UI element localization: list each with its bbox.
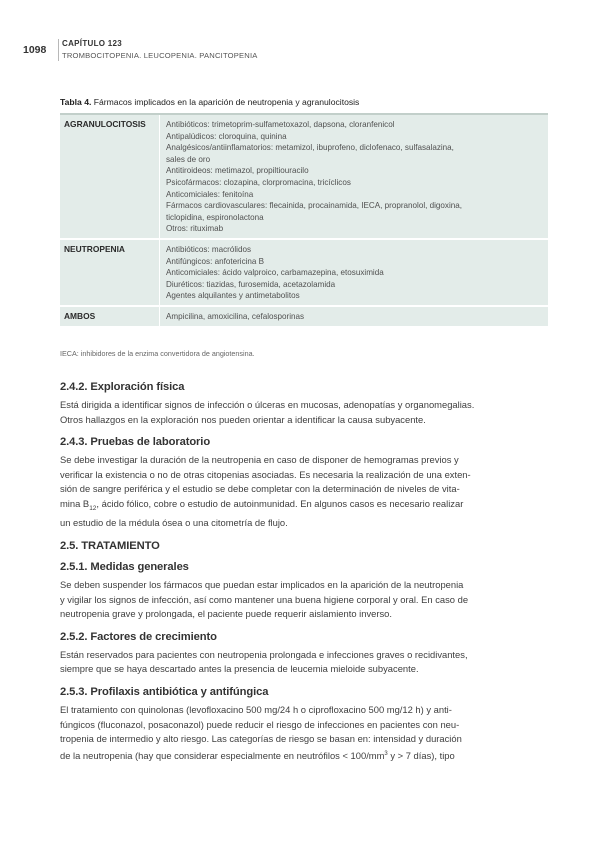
text-line: Está dirigida a identificar signos de infección o úlceras en mucosas, adenopatías y organomegalias. bbox=[60, 399, 475, 410]
subscript: 12 bbox=[89, 504, 97, 512]
drug-table bbox=[60, 113, 548, 328]
row-cell-ambos bbox=[160, 307, 548, 326]
text-line: Se debe investigar la duración de la neutropenia en caso de disponer de hemogramas previos y bbox=[60, 454, 459, 466]
text-fragment: de la neutropenia (hay que considerar especialmente en neutrófilos < 100/mm bbox=[60, 749, 385, 761]
table-row bbox=[60, 113, 548, 240]
row-cell-agranulocitosis bbox=[160, 115, 548, 238]
table-line: Agentes alquilantes y antimetabolitos bbox=[166, 291, 300, 301]
paragraph-profilaxis bbox=[60, 703, 548, 764]
text-fragment: y > 7 días), tipo bbox=[387, 749, 455, 761]
text-line: verificar la existencia o no de otras citopenias asociadas. Es necesaria la realización de una exten- bbox=[60, 468, 471, 480]
paragraph-laboratorio bbox=[60, 453, 548, 531]
text-fragment: mina B bbox=[60, 497, 90, 509]
text-line: Otros hallazgos en la exploración nos pueden orientar a identificar la causa subyacente. bbox=[60, 413, 426, 425]
text-line: fúngicos (fluconazol, posaconazol) puede reducir el riesgo de infecciones en pacientes con neu- bbox=[60, 718, 460, 730]
text-line: siempre que se haya descartado antes la presencia de leucemia mieloide subyacente. bbox=[60, 663, 419, 675]
section-title-medidas: 2.5.1. Medidas generales bbox=[60, 561, 189, 574]
text-line bbox=[60, 747, 548, 764]
paragraph-medidas bbox=[60, 578, 548, 622]
text-line: Se deben suspender los fármacos que puedan estar implicados en la aparición de la neutropenia bbox=[60, 579, 464, 591]
table-line: Antibióticos: trimetoprim-sulfametoxazol, dapsona, cloranfenicol bbox=[166, 120, 395, 129]
table-caption bbox=[60, 97, 359, 107]
table-caption-label: Tabla 4. bbox=[60, 97, 92, 107]
text-line: y vigilar los signos de infección, así como mantener una buena higiene corporal y oral. En caso de bbox=[60, 593, 469, 605]
table-line: Fármacos cardiovasculares: flecainida, procainamida, IECA, propranolol, digoxina, bbox=[166, 201, 463, 211]
section-title-factores: 2.5.2. Factores de crecimiento bbox=[60, 630, 217, 643]
table-line: Anticomiciales: fenitoína bbox=[166, 189, 254, 199]
table-row bbox=[60, 307, 548, 328]
text-line: un estudio de la médula ósea o una citometría de flujo. bbox=[60, 517, 288, 529]
section-title-exploracion: 2.4.2. Exploración física bbox=[60, 381, 185, 393]
text-line: neutropenia grave y prolongada, el paciente puede requerir aislamiento inverso. bbox=[60, 608, 392, 620]
section-title-profilaxis: 2.5.3. Profilaxis antibiótica y antifúngica bbox=[60, 686, 269, 698]
table-line: Antibióticos: macrólidos bbox=[166, 244, 252, 254]
chapter-label: CAPÍTULO 123 bbox=[62, 39, 123, 48]
text-line: Están reservados para pacientes con neutropenia prolongada e infecciones graves o recidivantes, bbox=[60, 648, 468, 660]
section-title-laboratorio: 2.4.3. Pruebas de laboratorio bbox=[60, 436, 211, 449]
section-title-tratamiento: 2.5. TRATAMIENTO bbox=[60, 540, 160, 553]
paragraph-factores bbox=[60, 648, 548, 677]
table-footnote: IECA: inhibidores de la enzima convertidora de angiotensina. bbox=[60, 349, 255, 358]
table-row bbox=[60, 240, 548, 307]
table-line: sales de oro bbox=[166, 154, 211, 164]
table-line: Antifúngicos: anfotericina B bbox=[166, 256, 265, 266]
text-line bbox=[60, 497, 548, 516]
text-line: El tratamiento con quinolonas (levofloxacino 500 mg/24 h o ciprofloxacino 500 mg/12 h) y anti- bbox=[60, 704, 452, 715]
table-caption-text: Fármacos implicados en la aparición de neutropenia y agranulocitosis bbox=[91, 97, 360, 107]
paragraph-exploracion bbox=[60, 398, 548, 427]
chapter-title: TROMBOCITOPENIA. LEUCOPENIA. PANCITOPENIA bbox=[62, 51, 258, 60]
text-fragment: , ácido fólico, cobre o estudio de autoinmunidad. En algunos casos es necesario realizar bbox=[96, 497, 464, 509]
superscript: 3 bbox=[384, 750, 388, 757]
text-line: tropenia de intermedio y alto riesgo. Las categorías de riesgo se basan en: intensidad y duración bbox=[60, 733, 462, 745]
table-line: Psicofármacos: clozapina, clorpromacina, tricíclicos bbox=[166, 177, 351, 187]
body-content bbox=[60, 381, 548, 773]
text-line: sión de sangre periférica y el estudio se debe completar con la determinación de niveles de vita- bbox=[60, 483, 460, 495]
table-line: Antipalúdicos: cloroquina, quinina bbox=[166, 131, 287, 141]
table-line: Diuréticos: tiazidas, furosemida, acetazolamida bbox=[166, 279, 336, 289]
row-header-agranulocitosis: AGRANULOCITOSIS bbox=[60, 115, 160, 238]
table-line: Antitiroideos: metimazol, propiltiouracilo bbox=[166, 166, 309, 176]
row-header-neutropenia: NEUTROPENIA bbox=[60, 240, 160, 305]
table-line: Analgésicos/antiinflamatorios: metamizol, ibuprofeno, diclofenaco, sulfasalazina, bbox=[166, 143, 454, 153]
table-line: ticlopidina, espironolactona bbox=[166, 212, 264, 222]
table-line: Otros: rituximab bbox=[166, 224, 224, 234]
header-divider bbox=[58, 39, 59, 61]
page-number: 1098 bbox=[23, 44, 47, 56]
table-line: Ampicilina, amoxicilina, cefalosporinas bbox=[166, 311, 305, 321]
table-line: Anticomiciales: ácido valproico, carbamazepina, etosuximida bbox=[166, 268, 384, 278]
row-header-ambos: AMBOS bbox=[60, 307, 160, 326]
row-cell-neutropenia bbox=[160, 240, 548, 305]
